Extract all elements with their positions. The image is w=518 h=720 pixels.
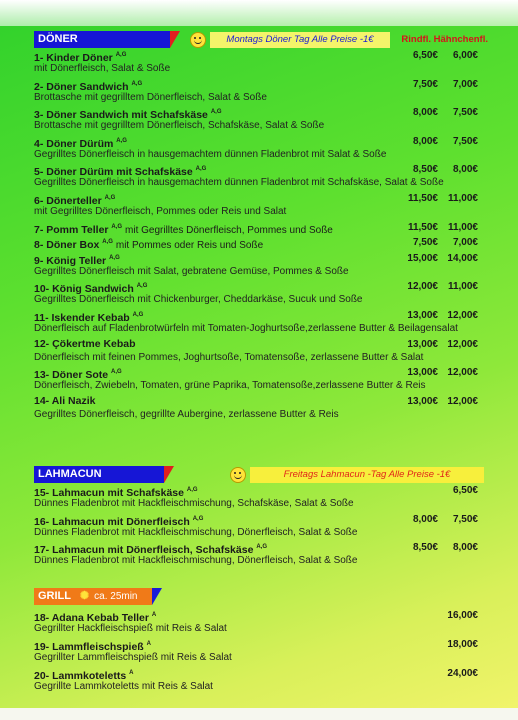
item-description: Brottasche mit gegrilltem Dönerfleisch, Salat & Soße — [34, 91, 267, 103]
menu-item — [34, 192, 488, 218]
price-haehnchen: 12,00€ — [447, 367, 478, 379]
price-rind: 11,50€ — [407, 221, 438, 233]
item-description: Gegrillte Lammkoteletts mit Reis & Salat — [34, 681, 213, 692]
item-name: 6- Dönerteller — [34, 194, 102, 207]
allergen-codes: A,G — [210, 109, 222, 116]
item-name: 7- Pomm Teller — [34, 223, 109, 236]
price-haehnchen: 8,00€ — [452, 542, 478, 554]
allergen-codes: A,G — [132, 311, 144, 318]
lahmacun-section — [34, 466, 488, 570]
smiley-icon — [230, 467, 246, 483]
item-name: 3- Döner Sandwich mit Schafskäse — [34, 109, 208, 122]
price-rind: 8,00€ — [412, 135, 438, 147]
menu-item — [34, 78, 488, 104]
menu-item — [34, 513, 488, 539]
price-haehnchen: 7,50€ — [452, 135, 478, 147]
allergen-codes: A,G — [195, 166, 207, 173]
menu-item — [34, 252, 488, 278]
menu-item — [34, 484, 488, 510]
menu-item — [34, 163, 488, 189]
price-rind: 13,00€ — [407, 338, 438, 350]
price-haehnchen: 11,00€ — [447, 192, 478, 204]
allergen-codes: A,G — [131, 80, 143, 87]
price-haehnchen: 8,00€ — [452, 164, 478, 176]
item-name: 11- Iskender Kebab — [34, 311, 130, 324]
price-rind: 15,00€ — [407, 252, 438, 264]
doner-title: DÖNER — [34, 31, 170, 48]
price-haehnchen: 6,00€ — [452, 50, 478, 61]
top-fade — [0, 0, 518, 26]
grill-title: GRILL — [38, 590, 71, 602]
item-description: Gegrilltes Dönerfleisch mit Chickenburger, Cheddarkäse, Sucuk und Soße — [34, 294, 363, 306]
doner-header-bar — [34, 31, 488, 48]
item-description: Gegrilltes Dönerfleisch mit Salat, gebratene Gemüse, Pommes & Soße — [34, 265, 349, 277]
menu-item — [34, 106, 488, 132]
item-name: 20- Lammkoteletts — [34, 670, 127, 682]
menu-item — [34, 609, 488, 635]
item-name: 4- Döner Dürüm — [34, 137, 114, 150]
item-name: 14- Ali Nazik — [34, 394, 96, 407]
price-haehnchen: 12,00€ — [447, 309, 478, 321]
lahmacun-title: LAHMACUN — [34, 466, 164, 483]
doner-promo: Montags Döner Tag Alle Preise -1€ — [210, 32, 390, 48]
allergen-codes: A,G — [115, 52, 127, 58]
menu-item — [34, 338, 488, 364]
item-name: 1- Kinder Döner — [34, 52, 113, 64]
item-inline-desc: mit Gegrilltes Dönerfleisch, Pommes und Soße — [125, 224, 333, 236]
item-name: 18- Adana Kebab Teller — [34, 612, 149, 624]
item-inline-desc: mit Pommes oder Reis und Soße — [115, 240, 264, 252]
item-name-line — [34, 484, 488, 497]
item-name: 8- Döner Box — [34, 239, 100, 252]
menu-item — [34, 280, 488, 306]
doner-section — [34, 31, 488, 423]
price-rind: 13,00€ — [407, 367, 438, 379]
menu-item — [34, 49, 488, 75]
price-haehnchen: 12,00€ — [447, 338, 478, 350]
bottom-strip — [0, 708, 518, 720]
menu-item — [34, 638, 488, 664]
price-rind: 8,00€ — [412, 513, 438, 525]
allergen-codes: A — [146, 641, 151, 647]
price-rind: 8,00€ — [412, 107, 438, 119]
price-haehnchen: 7,00€ — [452, 78, 478, 90]
doner-column-headers — [401, 34, 488, 45]
item-name: 19- Lammfleischspieß — [34, 641, 144, 653]
sun-icon: ✺ — [79, 590, 90, 602]
menu-item — [34, 221, 488, 234]
menu-item — [34, 135, 488, 161]
item-name: 17- Lahmacun mit Dönerfleisch, Schafskäse — [34, 544, 254, 557]
allergen-codes: A,G — [109, 254, 120, 261]
item-name-line — [34, 638, 488, 651]
menu-item — [34, 366, 488, 392]
lahmacun-promo: Freitags Lahmacun -Tag Alle Preise -1€ — [250, 467, 484, 483]
price-rind: 11,50€ — [407, 192, 438, 204]
price-haehnchen: 11,00€ — [447, 281, 478, 293]
allergen-codes: A — [151, 612, 157, 618]
price-haehnchen: 14,00€ — [447, 252, 478, 264]
price-haehnchen: 7,50€ — [452, 107, 478, 119]
price-haehnchen: 6,50€ — [452, 485, 478, 496]
price-haehnchen: 16,00€ — [447, 610, 478, 621]
item-description: Dünnes Fladenbrot mit Hackfleischmischung, Dönerfleisch, Salat & Soße — [34, 526, 358, 538]
price-haehnchen: 18,00€ — [447, 639, 478, 650]
item-description: Dönerfleisch, Zwiebeln, Tomaten, grüne Paprika, Tomatensoße,zerlassene Butter & Reis — [34, 380, 426, 392]
price-haehnchen: 12,00€ — [447, 395, 478, 407]
item-description: Dönerfleisch mit feinen Pommes, Joghurtsoße, Tomatensoße, zerlassene Butter & Salat — [34, 351, 424, 363]
allergen-codes: A,G — [136, 283, 148, 290]
price-rind: 7,50€ — [412, 237, 438, 249]
item-name: 9- König Teller — [34, 254, 107, 267]
smiley-icon — [190, 32, 206, 48]
item-description: Gegrillter Lammfleischspieß mit Reis & Salat — [34, 652, 232, 663]
allergen-codes: A,G — [192, 515, 204, 522]
menu-item — [34, 541, 488, 567]
item-name: 5- Döner Dürüm mit Schafskäse — [34, 166, 193, 179]
price-haehnchen: 7,50€ — [452, 513, 478, 525]
menu-item — [34, 236, 488, 252]
item-description: Dönerfleisch auf Fladenbrotwürfeln mit Tomaten-Joghurtsoße,zerlassene Butter & Beilagensalat — [34, 322, 458, 334]
item-description: Gegrilltes Dönerfleisch, gegrillte Aubergine, zerlassene Butter & Reis — [34, 408, 339, 420]
item-description: Gegrilltes Dönerfleisch in hausgemachtem dünnen Fladenbrot mit Salat & Soße — [34, 148, 387, 160]
price-haehnchen: 11,00€ — [447, 221, 478, 233]
item-name: 13- Döner Sote — [34, 369, 109, 382]
menu-item — [34, 309, 488, 335]
price-rind: 7,50€ — [412, 78, 438, 90]
item-description: mit Gegrilltes Dönerfleisch, Pommes oder Reis und Salat — [34, 205, 287, 217]
item-description: Gegrillter Hackfleischspieß mit Reis & Salat — [34, 623, 227, 634]
allergen-codes: A,G — [111, 223, 123, 230]
column-haehnchenfl: Hähnchenfl. — [433, 34, 488, 45]
lahmacun-item-list — [34, 484, 488, 567]
item-name: 16- Lahmacun mit Dönerfleisch — [34, 515, 190, 528]
price-haehnchen: 24,00€ — [447, 668, 478, 679]
grill-header-bar — [34, 588, 488, 605]
item-name: 15- Lahmacun mit Schafskäse — [34, 487, 184, 499]
price-rind: 8,50€ — [412, 164, 438, 176]
allergen-codes: A — [129, 670, 134, 676]
item-name-line — [34, 609, 488, 622]
menu-item — [34, 667, 488, 693]
doner-item-list — [34, 49, 488, 421]
price-rind: 13,00€ — [407, 309, 438, 321]
allergen-codes: A,G — [104, 194, 116, 201]
column-rindfl: Rindfl. — [401, 34, 431, 45]
price-rind: 6,50€ — [412, 50, 438, 61]
allergen-codes: A,G — [256, 544, 268, 551]
price-haehnchen: 7,00€ — [452, 237, 478, 249]
allergen-codes: A,G — [116, 137, 127, 144]
lahmacun-header-bar — [34, 466, 488, 483]
item-description: Brottasche mit gegrilltem Dönerfleisch, Schafskäse, Salat & Soße — [34, 120, 325, 132]
grill-section — [34, 588, 488, 696]
price-rind: 8,50€ — [412, 542, 438, 554]
item-name: 2- Döner Sandwich — [34, 80, 129, 93]
item-description: Dünnes Fladenbrot mit Hackfleischmischung, Schafskäse, Salat & Soße — [34, 498, 354, 509]
item-description: Dünnes Fladenbrot mit Hackfleischmischung, Dönerfleisch, Salat & Soße — [34, 555, 358, 567]
grill-time: ca. 25min — [94, 591, 138, 602]
allergen-codes: A,G — [102, 239, 113, 246]
item-name: 12- Çökertme Kebab — [34, 337, 136, 350]
item-description: Gegrilltes Dönerfleisch in hausgemachtem dünnen Fladenbrot mit Schafskäse, Salat & Soße — [34, 177, 444, 189]
item-description: mit Dönerfleisch, Salat & Soße — [34, 63, 171, 74]
item-name: 10- König Sandwich — [34, 283, 134, 296]
grill-title-bar — [34, 588, 152, 605]
grill-item-list — [34, 609, 488, 693]
menu-item — [34, 395, 488, 421]
allergen-codes: A,G — [111, 369, 122, 376]
price-rind: 12,00€ — [407, 281, 438, 293]
item-name-line — [34, 667, 488, 680]
price-rind: 13,00€ — [407, 395, 438, 407]
allergen-codes: A,G — [186, 487, 198, 493]
